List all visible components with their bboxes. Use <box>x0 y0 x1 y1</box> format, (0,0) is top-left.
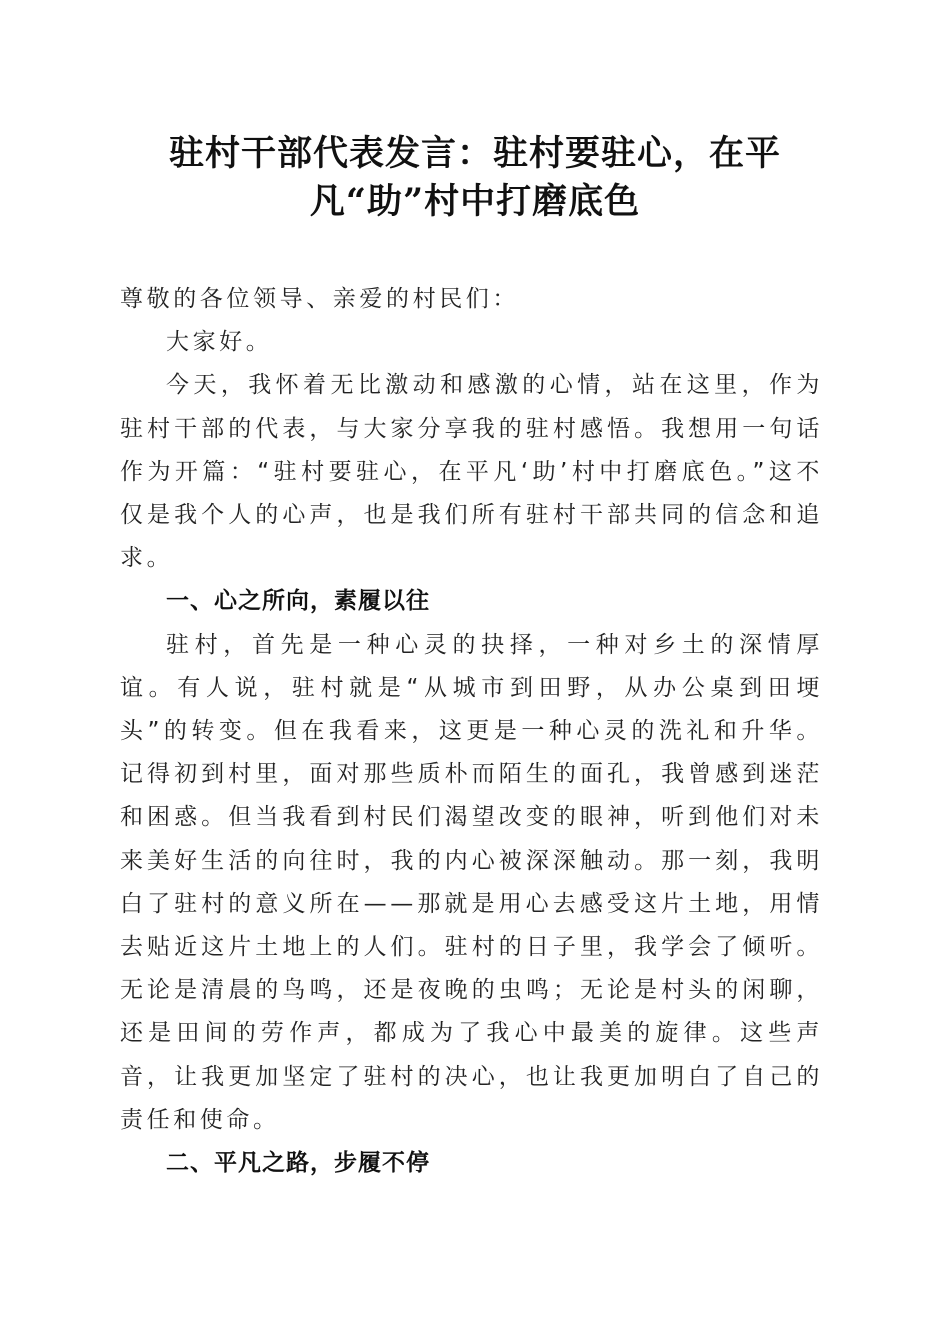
title-line-1: 驻村干部代表发言：驻村要驻心，在平 <box>168 133 781 174</box>
title-line-2: 凡“助”村中打磨底色 <box>309 181 641 222</box>
section-1-heading: 一、心之所向，素履以往 <box>166 588 430 615</box>
section-1-paragraph: 驻村，首先是一种心灵的抉择，一种对乡土的深情厚谊。有人说，驻村就是“从城市到田野，从办公桌到田埂头”的转变。但在我看来，这更是一种心灵的洗礼和升华。记得初到村里，面对那些质朴而陌生的面孔，我曾感到迷茫和困惑。但当我看到村民们渴望改变的眼神，听到他们对未来美好生活的向往时，我的内心被深深触动。那一刻，我明白了驻村的意义所在——那就是用心去感受这片土地，用情去贴近这片土地上的人们。驻村的日子里，我学会了倾听。无论是清晨的鸟鸣，还是夜晚的虫鸣；无论是村头的闲聊，还是田间的劳作声，都成为了我心中最美的旋律。这些声音，让我更加坚定了驻村的决心，也让我更加明白了自己的责任和使命。 <box>120 631 823 1133</box>
greeting: 大家好。 <box>166 329 273 356</box>
section-2-heading: 二、平凡之路，步履不停 <box>166 1150 430 1177</box>
salutation: 尊敬的各位领导、亲爱的村民们： <box>120 286 519 312</box>
document-body <box>120 278 823 1185</box>
intro-paragraph: 今天，我怀着无比激动和感激的心情，站在这里，作为驻村干部的代表，与大家分享我的驻村感悟。我想用一句话作为开篇：“驻村要驻心，在平凡‘助’村中打磨底色。”这不仅是我个人的心声，也是我们所有驻村干部共同的信念和追求。 <box>120 372 823 572</box>
document-title <box>120 130 830 226</box>
